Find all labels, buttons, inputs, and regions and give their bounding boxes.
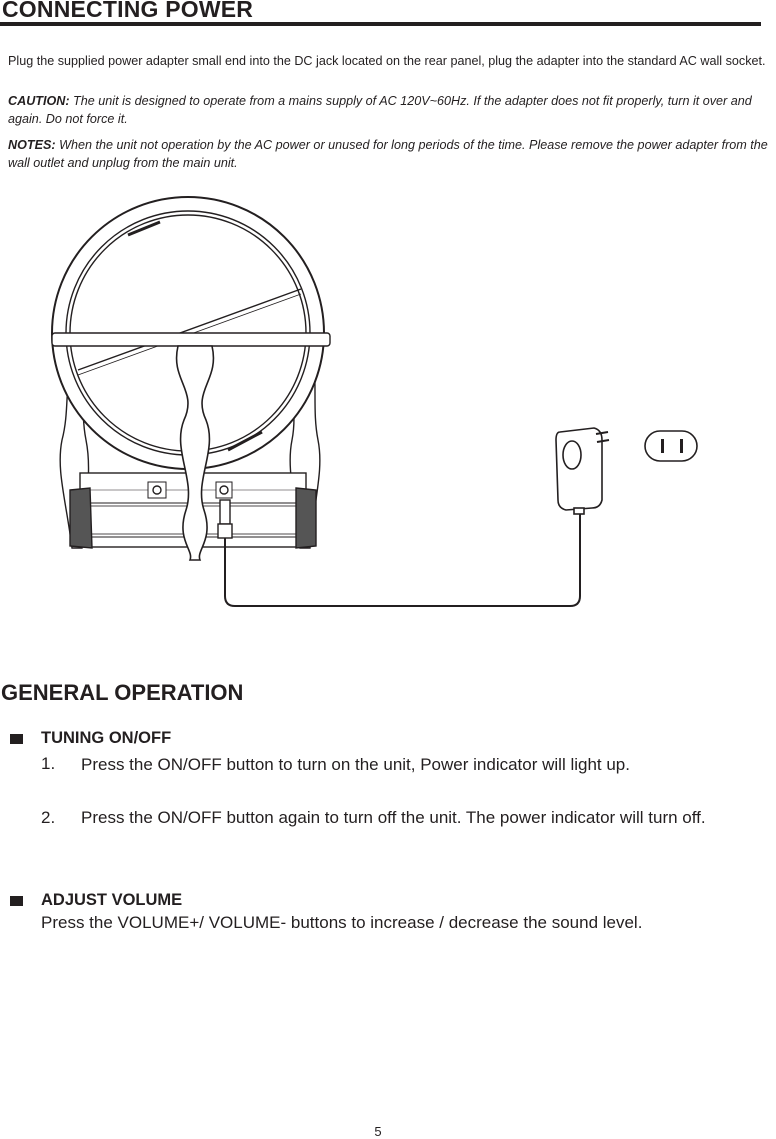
caution-text: The unit is designed to operate from a mains supply of AC 120V~60Hz. If the adapter does not fit properly, turn it over and again. Do not force it. — [8, 94, 752, 126]
step-text: Press the ON/OFF button to turn on the unit, Power indicator will light up. — [81, 755, 630, 774]
notes-paragraph — [8, 136, 776, 172]
clock-radio-unit-rear — [52, 197, 330, 560]
power-connection-illustration — [0, 180, 776, 620]
wall-socket — [645, 431, 697, 461]
intro-paragraph: Plug the supplied power adapter small end into the DC jack located on the rear panel, plug the adapter into the standard AC wall socket. — [8, 54, 766, 68]
notes-text: When the unit not operation by the AC power or unused for long periods of the time. Please remove the power adapter from the wall outlet and unplug from the main unit. — [8, 138, 768, 170]
caution-paragraph — [8, 92, 776, 128]
power-adapter — [556, 428, 609, 514]
title-rule — [0, 22, 761, 26]
square-bullet-icon — [10, 734, 23, 744]
volume-heading: ADJUST VOLUME — [41, 891, 183, 909]
tuning-heading: TUNING ON/OFF — [41, 729, 172, 747]
notes-label: NOTES: — [8, 138, 56, 152]
caution-label: CAUTION: — [8, 94, 70, 108]
section-title-connecting-power: CONNECTING POWER — [2, 0, 254, 22]
step-number: 1. — [41, 754, 56, 773]
square-bullet-icon — [10, 896, 23, 906]
volume-text: Press the VOLUME+/ VOLUME- buttons to increase / decrease the sound level. — [41, 913, 643, 932]
dc-plug — [218, 500, 232, 538]
step-number: 2. — [41, 808, 56, 827]
page-number: 5 — [374, 1124, 382, 1139]
section-title-general-operation: GENERAL OPERATION — [1, 680, 244, 705]
step-text: Press the ON/OFF button again to turn off the unit. The power indicator will turn off. — [81, 808, 706, 827]
